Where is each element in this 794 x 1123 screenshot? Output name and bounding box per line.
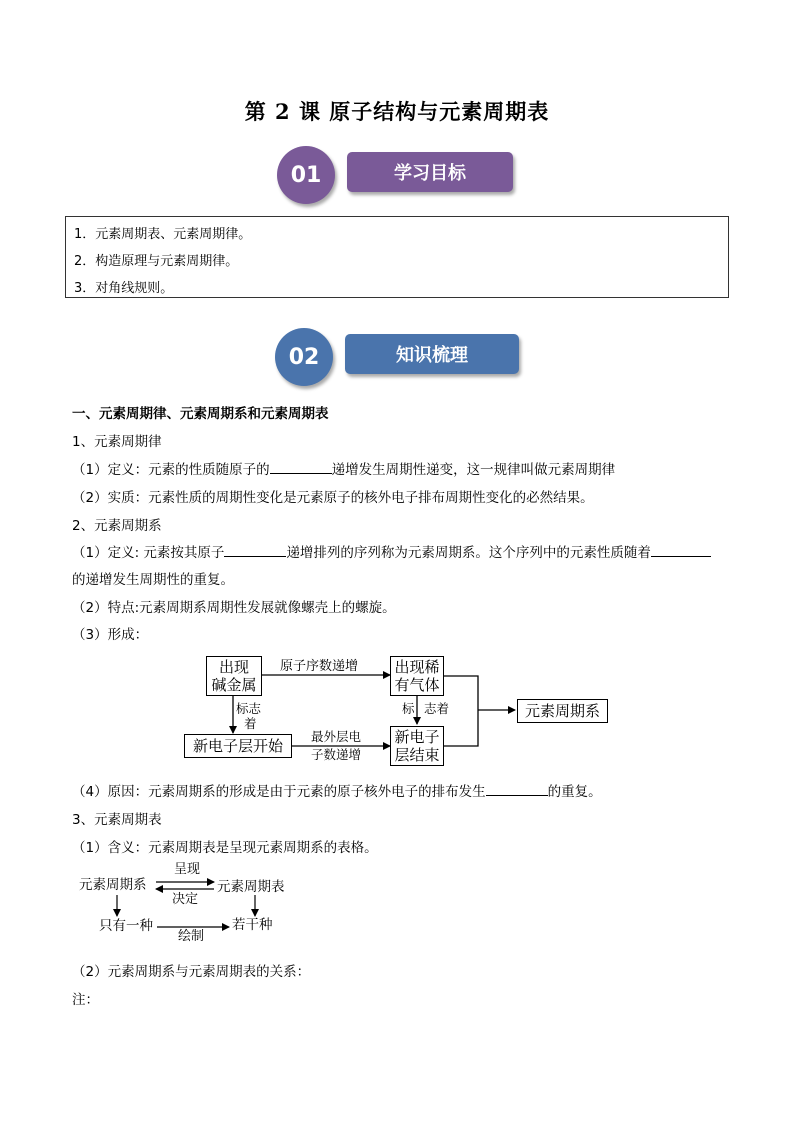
relation-top-label: 呈现 [174,862,201,877]
arrow-label: 原子序数递增 [280,659,359,674]
arrow-label: 标志 [236,701,262,716]
fill-blank [486,783,548,796]
badge-number: 02 [275,328,333,386]
arrow-label: 志着 [424,701,450,716]
note-label: 注： [72,992,99,1008]
arrow-label: 最外层电 [311,729,362,744]
text: 的重复。 [547,784,602,800]
flow-box-periodic-system: 元素周期系 [517,699,608,723]
fill-blank [651,544,711,557]
paragraph: （2）元素周期系与元素周期表的关系： [72,964,311,980]
relation-bottom-label: 绘制 [178,929,205,944]
paragraph: （1）含义：元素周期表是呈现元素周期系的表格。 [72,840,378,856]
subheading: 1、元素周期律 [72,434,162,450]
text: （1）定义：元素的性质随原子的 [72,462,270,478]
section-heading: 一、元素周期律、元素周期系和元素周期表 [72,406,329,422]
subheading: 2、元素周期系 [72,518,162,534]
text: （4）原因：元素周期系的形成是由于元素的原子核外电子的排布发生 [72,784,486,800]
goals-box [65,216,729,298]
arrow-label: 标 [402,701,415,716]
goal-item: 3．对角线规则。 [74,281,174,296]
badge-label: 学习目标 [347,152,513,192]
subheading: 3、元素周期表 [72,812,162,828]
arrow-label: 着 [244,716,257,731]
fill-blank [224,544,286,557]
text: （1）定义: 元素按其原子 [72,545,225,561]
goal-item: 2．构造原理与元素周期律。 [74,254,239,269]
flow-box-noble-gas: 出现稀 有气体 [390,656,444,696]
flow-box-alkali: 出现 碱金属 [206,656,262,696]
paragraph: （2）特点:元素周期系周期性发展就像螺壳上的螺旋。 [72,600,396,616]
paragraph: 的递增发生周期性的重复。 [72,572,234,588]
fill-blank [270,461,332,474]
flow-box-new-shell-start: 新电子层开始 [184,734,292,758]
relation-bottom-left: 只有一种 [99,918,153,934]
paragraph [72,780,602,800]
text: 递增发生周期性递变，这一规律叫做元素周期律 [331,462,616,478]
badge-number: 01 [277,146,335,204]
relation-bottom-right: 若干种 [232,917,273,933]
badge-label: 知识梳理 [345,334,519,374]
paragraph: （3）形成： [72,627,149,643]
text: 递增排列的序列称为元素周期系。这个序列中的元素性质随着 [286,545,651,561]
paragraph: （2）实质：元素性质的周期性变化是元素原子的核外电子排布周期性变化的必然结果。 [72,490,594,506]
paragraph [72,458,615,478]
goal-item: 1．元素周期表、元素周期律。 [74,227,252,242]
relation-right: 元素周期表 [217,879,285,895]
page-title: 第 2 课 原子结构与元素周期表 [244,99,550,124]
paragraph [72,541,711,561]
flow-box-new-shell-end: 新电子 层结束 [390,726,444,766]
relation-mid-label: 决定 [172,892,199,907]
arrow-label: 子数递增 [311,747,362,762]
relation-left: 元素周期系 [79,877,147,893]
